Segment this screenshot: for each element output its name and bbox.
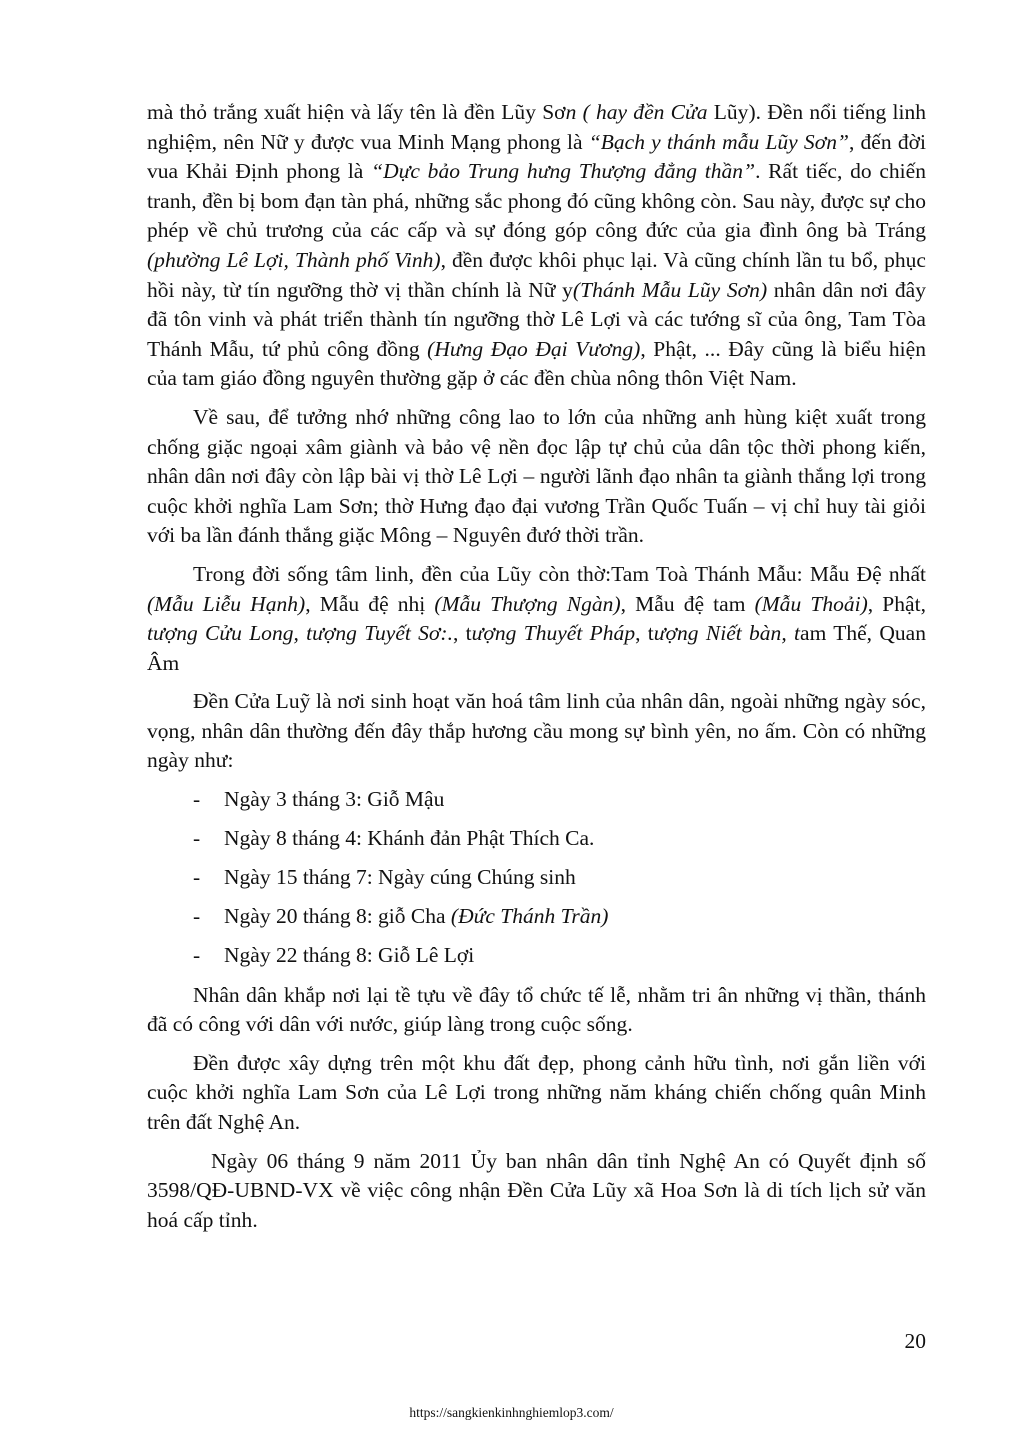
italic-text: ượng Thuyết Pháp <box>471 621 636 646</box>
italic-text: (Hưng Đạo Đại Vương) <box>427 336 641 361</box>
italic-text: (Mẫu Thoải) <box>754 591 868 616</box>
paragraph: Ngày 06 tháng 9 năm 2011 Ủy ban nhân dân tỉnh Nghệ An có Quyết định số 3598/QĐ-UBND-VX về việc công nhận Đền Cửa Lũy xã Hoa Sơn là di tích lịch sử văn hoá cấp tỉnh. <box>147 1148 926 1232</box>
paragraph: Về sau, để tưởng nhớ những công lao to lớn của những anh hùng kiệt xuất trong chống giặc ngoại xâm giành và bảo vệ nền đọc lập tự chủ của dân tộc thời phong kiến, nhân dân nơi đây còn lập bài vị thờ Lê Lợi – người lãnh đạo nhân ta giành thắng lợi trong cuộc khởi nghĩa Lam Sơn; thờ Hưng đạo đại vương Trần Quốc Tuấn – vị chỉ huy tài giỏi với ba lần đánh thắng giặc Mông – Nguyên đướ thời trần. <box>147 404 926 548</box>
paragraph: Đền Cửa Luỹ là nơi sinh hoạt văn hoá tâm linh của nhân dân, ngoài những ngày sóc, vọng, nhân dân thường đến đây thắp hương cầu mong sự bình yên, no ấm. Còn có những ngày như: <box>147 689 926 773</box>
page-content <box>147 98 926 1235</box>
list-item <box>147 863 926 893</box>
italic-text: n ( hay đền Cửa <box>565 100 708 124</box>
list-item <box>147 785 926 815</box>
italic-text: “Bạch y thánh mẫu Lũy Sơn” <box>588 129 849 154</box>
list-dash: - <box>193 787 201 812</box>
italic-text: ượng Niết bàn, t <box>653 621 800 646</box>
list-dash: - <box>193 826 201 851</box>
list-dash: - <box>193 904 201 929</box>
list-dash: - <box>193 943 201 968</box>
paragraph: mà thỏ trắng xuất hiện và lấy tên là đền Lũy Sơn ( hay đền Cửa Lũy). Đền nổi tiếng linh nghiệm, nên Nữ y được vua Minh Mạng phong là “Bạch y thánh mẫu Lũy Sơn”, đến đời vua Khải Định phong là “Dực bảo Trung hưng Thượng đẳng thần”. Rất tiếc, do chiến tranh, đền bị bom đạn tàn phá, những sắc phong đó cũng không còn. Sau này, được sự cho phép về chủ trương của các cấp và sự đóng góp công đức của gia đình ông bà Tráng (phường Lê Lợi, Thành phố Vinh), đền được khôi phục lại. Và cũng chính lần tu bổ, phục hồi này, từ tín ngưỡng thờ vị thần chính là Nữ y(Thánh Mẫu Lũy Sơn) nhân dân nơi đây đã tôn vinh và phát triển thành tín ngưỡng thờ Lê Lợi và các tướng sĩ của ông, Tam Tòa Thánh Mẫu, tứ phủ công đồng (Hưng Đạo Đại Vương), Phật, ... Đây cũng là biểu hiện của tam giáo đồng nguyên thường gặp ở các đền chùa nông thôn Việt Nam. <box>147 100 927 391</box>
list-item-text: Ngày 15 tháng 7: Ngày cúng Chúng sinh <box>224 865 576 890</box>
paragraph: Đền được xây dựng trên một khu đất đẹp, phong cảnh hữu tình, nơi gắn liền với cuộc khởi nghĩa Lam Sơn của Lê Lợi trong những năm kháng chiến chống quân Minh trên đất Nghệ An. <box>147 1050 926 1134</box>
italic-text: “Dực bảo Trung hưng Thượng đẳng thần” <box>371 159 756 184</box>
footer-url[interactable]: https://sangkienkinhnghiemlop3.com/ <box>409 1405 614 1420</box>
italic-text: tượng Cửu Long, tượng Tuyết Sơ:. <box>147 621 453 646</box>
italic-text: (Đức Thánh Trần) <box>450 904 609 929</box>
list-item <box>147 902 926 932</box>
list-dash: - <box>193 865 201 890</box>
event-list <box>147 785 926 971</box>
italic-text: (Mẫu Thượng Ngàn) <box>434 591 621 616</box>
paragraph: Trong đời sống tâm linh, đền của Lũy còn thờ:Tam Toà Thánh Mẫu: Mẫu Đệ nhất (Mẫu Liễu Hạnh), Mẫu đệ nhị (Mẫu Thượng Ngàn), Mẫu đệ tam (Mẫu Thoải), Phật, tượng Cửu Long, tượng Tuyết Sơ:., tượng Thuyết Pháp, tượng Niết bàn, tam Thế, Quan Âm <box>147 561 926 675</box>
paragraph: Nhân dân khắp nơi lại tề tựu về đây tổ chức tế lễ, nhằm tri ân những vị thần, thánh đã có công với dân với nước, giúp làng trong cuộc sống. <box>147 982 926 1037</box>
list-item-text: Ngày 20 tháng 8: giỗ Cha (Đức Thánh Trần) <box>224 904 609 929</box>
list-item-text: Ngày 22 tháng 8: Giỗ Lê Lợi <box>224 943 475 968</box>
list-item <box>147 824 926 854</box>
list-item-text: Ngày 8 tháng 4: Khánh đản Phật Thích Ca. <box>224 826 595 851</box>
italic-text: (phường Lê Lợi, Thành phố Vinh) <box>147 247 441 272</box>
italic-text: (Thánh Mẫu Lũy Sơn) <box>572 277 768 302</box>
list-item-text: Ngày 3 tháng 3: Giỗ Mậu <box>224 787 445 812</box>
page-number: 20 <box>904 1329 926 1353</box>
list-item <box>147 941 926 971</box>
italic-text: (Mẫu Liễu Hạnh) <box>147 591 306 616</box>
